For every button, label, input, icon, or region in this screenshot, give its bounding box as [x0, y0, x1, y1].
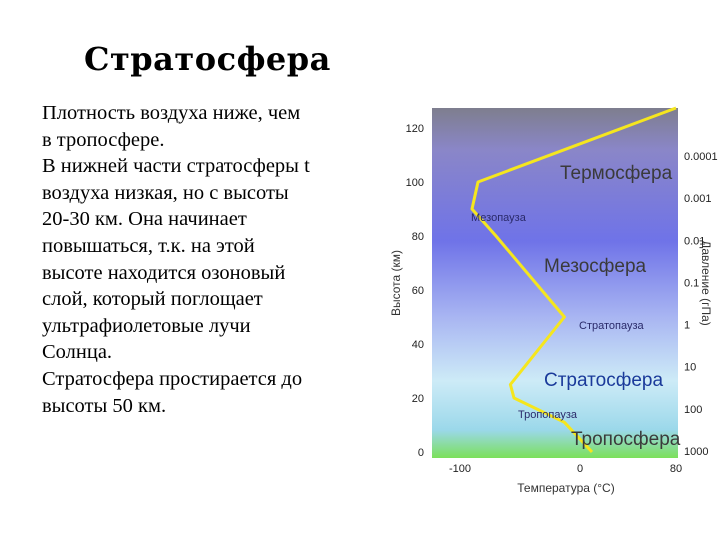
- boundary-label-stratopause: Стратопауза: [579, 320, 644, 332]
- pressure-tick-label: 1000: [684, 446, 709, 458]
- layer-label-stratosphere: Стратосфера: [544, 370, 664, 391]
- boundary-label-tropopause: Тропопауза: [518, 409, 578, 421]
- y-tick-label: 80: [411, 231, 424, 243]
- body-line: повышаться, т.к. на этой: [42, 234, 255, 257]
- pressure-tick-label: 0.001: [684, 193, 712, 206]
- body-line: Стратосфера простирается до: [42, 367, 303, 390]
- pressure-axis-label: Давление (гПа): [699, 240, 713, 326]
- y-tick-label: 40: [411, 339, 424, 351]
- atmosphere-chart-svg: [380, 100, 720, 500]
- pressure-tick-label: 0.1: [684, 277, 700, 290]
- x-tick-label: -100: [448, 463, 472, 475]
- pressure-tick-label: 100: [684, 403, 703, 416]
- body-text: [42, 100, 372, 419]
- slide-title: Стратосфера: [84, 40, 331, 78]
- y-tick-label: 60: [411, 285, 424, 297]
- pressure-tick-label: 10: [684, 361, 697, 374]
- layer-label-troposphere: Тропосфера: [571, 429, 681, 450]
- body-line: высоте находится озоновый: [42, 261, 286, 284]
- body-line: Солнца.: [42, 341, 113, 364]
- body-line: высоты 50 км.: [42, 394, 167, 417]
- y-axis-label: Высота (км): [389, 249, 403, 317]
- pressure-tick-label: 1: [684, 319, 691, 332]
- plot-background: [432, 108, 678, 458]
- layer-label-mesosphere: Мезосфера: [544, 256, 647, 277]
- body-line: ультрафиолетовые лучи: [42, 314, 251, 337]
- pressure-tick-label: 0.01: [684, 235, 706, 248]
- body-line: в тропосфере.: [42, 128, 165, 151]
- atmosphere-chart: [380, 100, 720, 500]
- y-tick-label: 20: [411, 393, 424, 405]
- body-line: воздуха низкая, но с высоты: [42, 181, 289, 204]
- y-tick-label: 100: [405, 177, 424, 189]
- x-axis-label: Температура (°C): [517, 481, 615, 495]
- boundary-label-mesopause: Мезопауза: [471, 212, 526, 224]
- body-line: 20-30 км. Она начинает: [42, 208, 247, 231]
- x-tick-label: 0: [576, 463, 584, 475]
- x-tick-label: 80: [669, 463, 683, 475]
- body-line: В нижней части стратосферы t: [42, 155, 310, 178]
- layer-label-thermosphere: Термосфера: [560, 163, 673, 184]
- y-tick-label: 0: [417, 447, 424, 459]
- body-line: слой, который поглощает: [42, 288, 263, 311]
- pressure-tick-label: 0.0001: [684, 151, 718, 163]
- y-tick-label: 120: [405, 123, 424, 135]
- body-line: Плотность воздуха ниже, чем: [42, 102, 301, 124]
